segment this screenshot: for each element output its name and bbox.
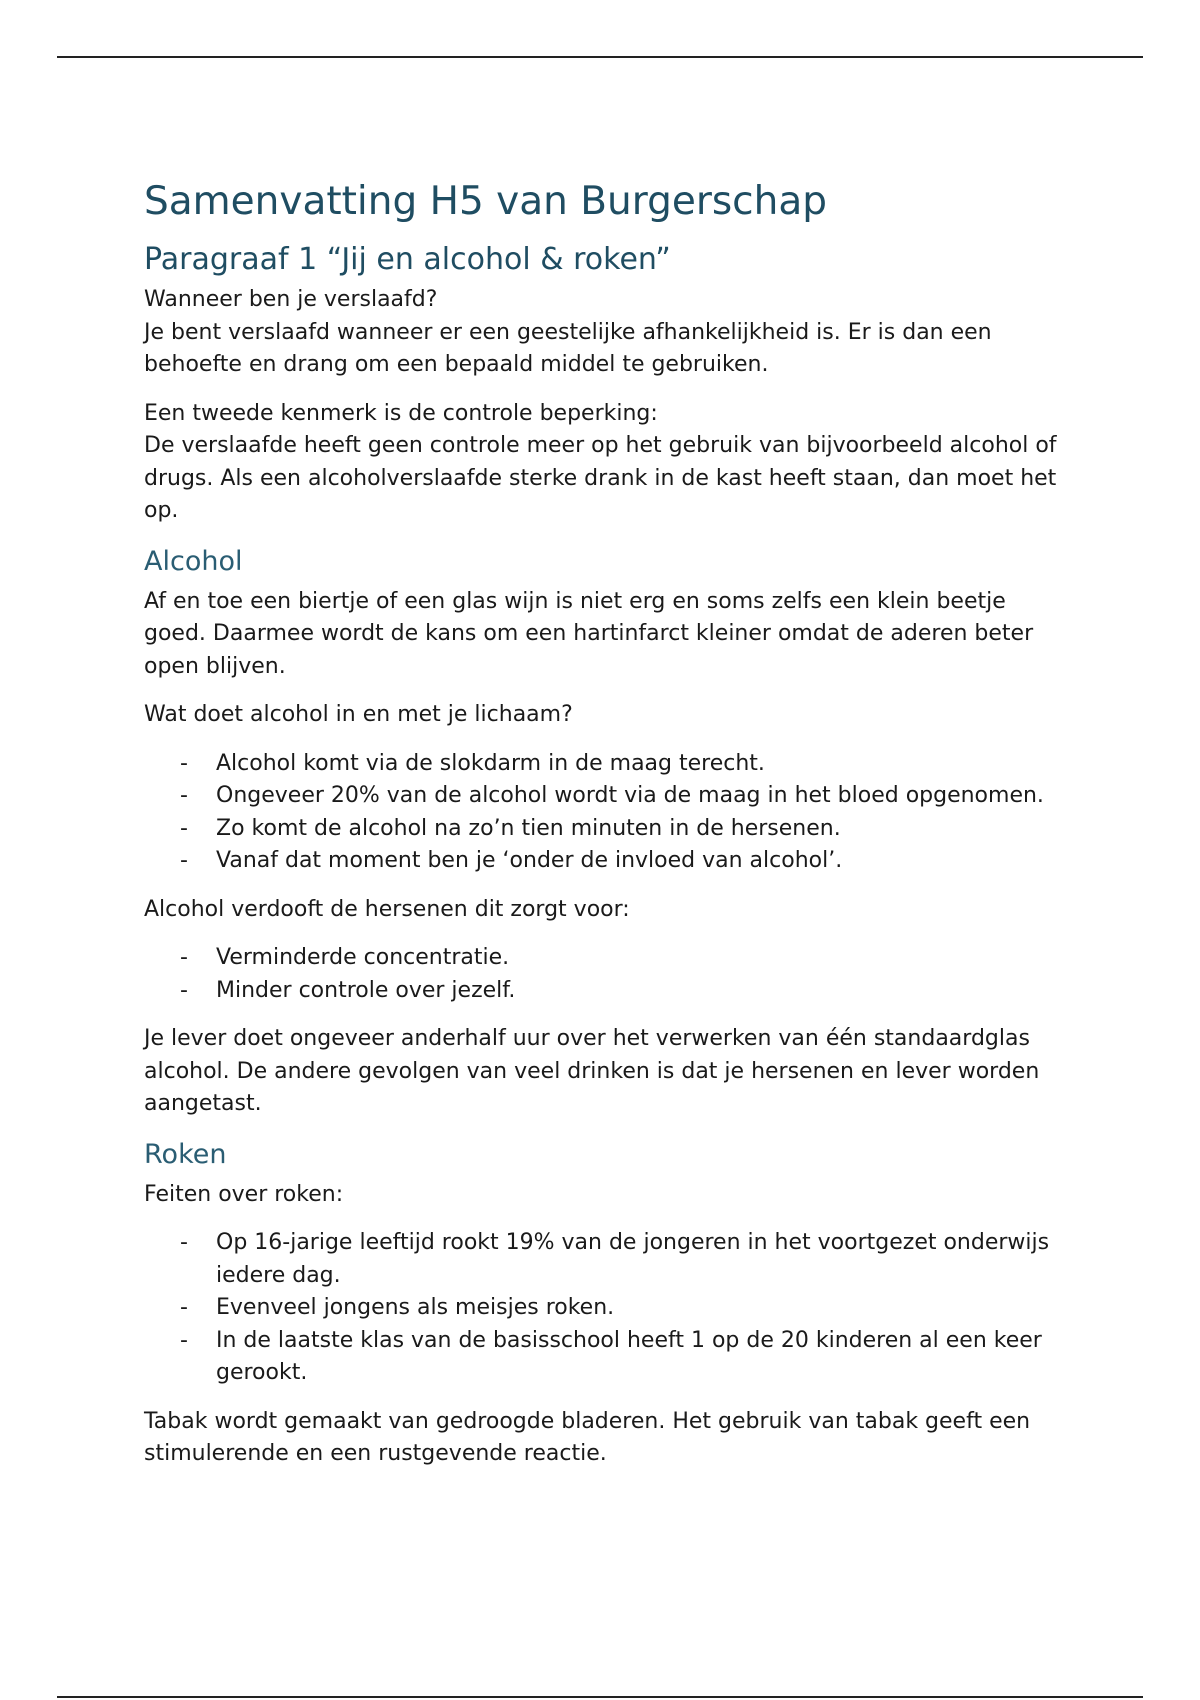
list-item: - In de laatste klas van de basisschool heeft 1 op de 20 kinderen al een keer gerookt. xyxy=(144,1325,1064,1390)
list-item: - Alcohol komt via de slokdarm in de maag terecht. xyxy=(144,748,1064,781)
tobacco-text: Tabak wordt gemaakt van gedroogde bladeren. Het gebruik van tabak geeft een stimulerende en een rustgevende reactie. xyxy=(144,1408,1031,1466)
alcohol-numbing-intro: Alcohol verdooft de hersenen dit zorgt voor: xyxy=(144,896,630,922)
list-item: - Op 16-jarige leeftijd rookt 19% van de jongeren in het voortgezet onderwijs iedere dag. xyxy=(144,1227,1064,1292)
list-marker: - xyxy=(180,750,188,776)
control-limitation xyxy=(144,398,1064,528)
list-item: - Verminderde concentratie. xyxy=(144,942,1064,975)
list-marker: - xyxy=(180,1327,188,1353)
document-title: Samenvatting H5 van Burgerschap xyxy=(144,179,827,224)
roken-facts-intro: Feiten over roken: xyxy=(144,1181,344,1207)
list-marker: - xyxy=(180,848,188,873)
alcohol-question: Wat doet alcohol in en met je lichaam? xyxy=(144,702,573,727)
alcohol-numbing-list xyxy=(144,942,1064,1007)
addiction-definition xyxy=(144,284,1064,382)
list-marker: - xyxy=(180,1295,188,1320)
list-marker: - xyxy=(180,815,188,841)
addiction-answer: Je bent verslaafd wanneer er een geestelijke afhankelijkheid is. Er is dan een behoefte en drang om een bepaald middel te gebruiken. xyxy=(144,319,992,377)
list-marker: - xyxy=(180,977,188,1003)
list-item: - Evenveel jongens als meisjes roken. xyxy=(144,1292,1064,1325)
addiction-question: Wanneer ben je verslaafd? xyxy=(144,287,438,312)
section-heading-paragraaf-1: Paragraaf 1 “Jij en alcohol & roken” xyxy=(144,242,671,277)
alcohol-intro: Af en toe een biertje of een glas wijn is niet erg en soms zelfs een klein beetje goed. Daarmee wordt de kans om een hartinfarct kleiner omdat de aderen beter open blijven. xyxy=(144,588,1034,679)
control-limitation-text: De verslaafde heeft geen controle meer op het gebruik van bijvoorbeeld alcohol of drugs. Als een alcoholverslaafde sterke drank in de kast heeft staan, dan moet het op. xyxy=(144,433,1057,523)
list-item: - Minder controle over jezelf. xyxy=(144,975,1064,1008)
alcohol-effects-list xyxy=(144,748,1064,878)
roken-facts-list xyxy=(144,1227,1064,1390)
subheading-alcohol: Alcohol xyxy=(144,545,243,577)
subheading-roken: Roken xyxy=(144,1138,227,1170)
document-body xyxy=(144,176,1064,1487)
list-marker: - xyxy=(180,1230,188,1255)
header-rule xyxy=(57,56,1143,58)
control-limitation-label: Een tweede kenmerk is de controle beperking: xyxy=(144,400,658,426)
list-marker: - xyxy=(180,945,188,970)
list-item: - Ongeveer 20% van de alcohol wordt via de maag in het bloed opgenomen. xyxy=(144,780,1064,813)
footer-rule xyxy=(57,1696,1143,1698)
list-item: - Vanaf dat moment ben je ‘onder de invloed van alcohol’. xyxy=(144,845,1064,878)
list-marker: - xyxy=(180,783,188,808)
list-item: - Zo komt de alcohol na zo’n tien minuten in de hersenen. xyxy=(144,813,1064,846)
alcohol-liver-text: Je lever doet ongeveer anderhalf uur over het verwerken van één standaardglas alcohol. De andere gevolgen van veel drinken is dat je hersenen en lever worden aangetast. xyxy=(144,1026,1040,1116)
